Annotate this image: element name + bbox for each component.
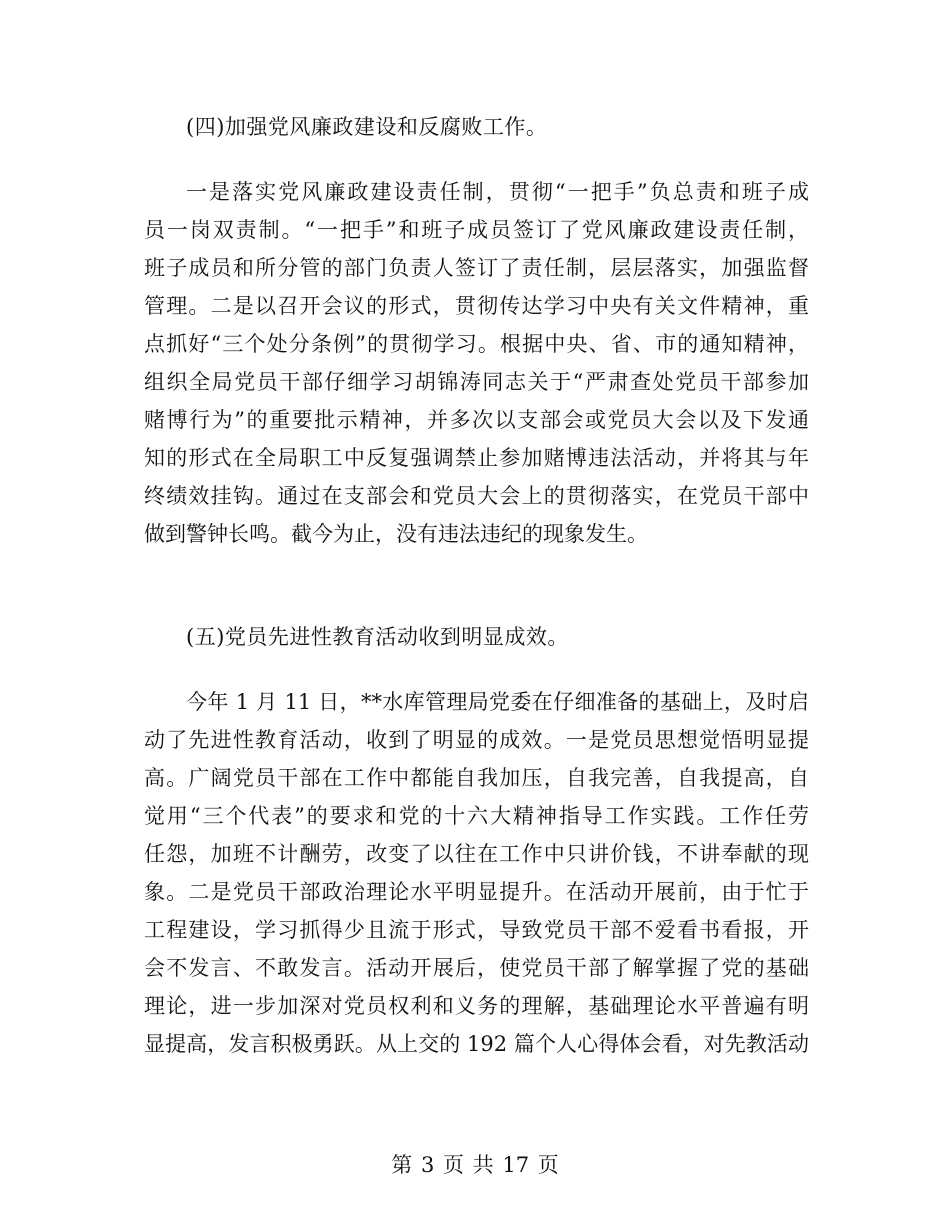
paragraph-line: 管理。二是以召开会议的形式，贯彻传达学习中央有关文件精神，重 — [144, 294, 809, 318]
paragraph-line: 今年 1 月 11 日，**水库管理局党委在仔细准备的基础上，及时启 — [186, 690, 809, 714]
paragraph-line: 任怨，加班不计酬劳，改变了以往在工作中只讲价钱，不讲奉献的现 — [144, 842, 809, 866]
paragraph-line: 理论，进一步加深对党员权利和义务的理解，基础理论水平普遍有明 — [144, 994, 809, 1018]
section-heading-4: (四)加强党风廉政建设和反腐败工作。 — [186, 115, 548, 139]
paragraph-line: 觉用“三个代表”的要求和党的十六大精神指导工作实践。工作任劳 — [144, 804, 809, 828]
page-number-footer: 第 3 页 共 17 页 — [391, 1153, 559, 1177]
paragraph-line: 点抓好“三个处分条例”的贯彻学习。根据中央、省、市的通知精神， — [144, 332, 809, 356]
paragraph-line: 动了先进性教育活动，收到了明显的成效。一是党员思想觉悟明显提 — [144, 728, 809, 752]
paragraph-line: 组织全局党员干部仔细学习胡锦涛同志关于“严肃查处党员干部参加 — [144, 370, 809, 394]
paragraph-line: 员一岗双责制。“一把手”和班子成员签订了党风廉政建设责任制， — [144, 218, 809, 242]
paragraph-line: 做到警钟长鸣。截今为止，没有违法违纪的现象发生。 — [144, 522, 648, 546]
paragraph-line: 象。二是党员干部政治理论水平明显提升。在活动开展前，由于忙于 — [144, 880, 809, 904]
section-heading-5: (五)党员先进性教育活动收到明显成效。 — [186, 625, 569, 649]
paragraph-line: 终绩效挂钩。通过在支部会和党员大会上的贯彻落实，在党员干部中 — [144, 484, 809, 508]
paragraph-line: 高。广阔党员干部在工作中都能自我加压，自我完善，自我提高，自 — [144, 766, 809, 790]
paragraph-line: 赌博行为”的重要批示精神，并多次以支部会或党员大会以及下发通 — [144, 408, 809, 432]
paragraph-line: 班子成员和所分管的部门负责人签订了责任制，层层落实，加强监督 — [144, 256, 809, 280]
paragraph-line: 知的形式在全局职工中反复强调禁止参加赌博违法活动，并将其与年 — [144, 446, 809, 470]
paragraph-line: 显提高，发言积极勇跃。从上交的 192 篇个人心得体会看，对先教活动 — [144, 1032, 809, 1056]
paragraph-line: 工程建设，学习抓得少且流于形式，导致党员干部不爱看书看报，开 — [144, 918, 809, 942]
paragraph-line: 会不发言、不敢发言。活动开展后，使党员干部了解掌握了党的基础 — [144, 956, 809, 980]
paragraph-line: 一是落实党风廉政建设责任制，贯彻“一把手”负总责和班子成 — [186, 180, 809, 204]
